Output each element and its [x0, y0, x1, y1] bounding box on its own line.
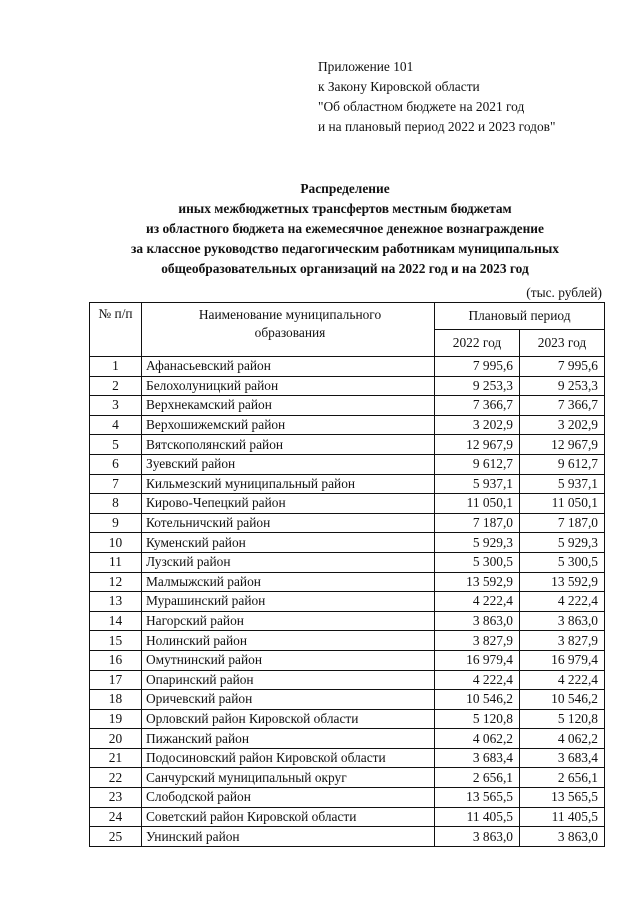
- municipality-name: Пижанский район: [142, 729, 435, 749]
- municipality-name: Слободской район: [142, 788, 435, 808]
- municipality-name: Оричевский район: [142, 690, 435, 710]
- table-row: [90, 611, 605, 631]
- municipality-name: Санчурский муниципальный округ: [142, 768, 435, 788]
- table-row: [90, 454, 605, 474]
- header-municipality-line1: Наименование муниципального: [198, 307, 382, 322]
- table-row: [90, 474, 605, 494]
- amount-2023: 5 929,3: [520, 533, 605, 553]
- appendix-line: к Закону Кировской области: [318, 79, 480, 94]
- table-row: [90, 513, 605, 533]
- amount-2022: 9 253,3: [435, 376, 520, 396]
- row-number: 25: [90, 827, 142, 847]
- row-number: 8: [90, 494, 142, 514]
- table-row: [90, 357, 605, 377]
- title-line: из областного бюджета на ежемесячное денежное вознаграждение: [146, 221, 544, 236]
- row-number: 22: [90, 768, 142, 788]
- amount-2023: 12 967,9: [520, 435, 605, 455]
- row-number: 10: [90, 533, 142, 553]
- amount-2022: 7 995,6: [435, 357, 520, 377]
- row-number: 7: [90, 474, 142, 494]
- municipality-name: Афанасьевский район: [142, 357, 435, 377]
- table-row: [90, 650, 605, 670]
- amount-2023: 7 366,7: [520, 396, 605, 416]
- table-row: [90, 788, 605, 808]
- municipality-name: Верхошижемский район: [142, 415, 435, 435]
- amount-2023: 11 050,1: [520, 494, 605, 514]
- municipality-name: Кирово-Чепецкий район: [142, 494, 435, 514]
- amount-2022: 3 863,0: [435, 827, 520, 847]
- amount-2022: 5 929,3: [435, 533, 520, 553]
- amount-2023: 3 863,0: [520, 611, 605, 631]
- amount-2022: 3 202,9: [435, 415, 520, 435]
- amount-2023: 2 656,1: [520, 768, 605, 788]
- municipality-name: Лузский район: [142, 552, 435, 572]
- row-number: 18: [90, 690, 142, 710]
- row-number: 13: [90, 592, 142, 612]
- appendix-line: Приложение 101: [318, 59, 414, 74]
- municipality-name: Белохолуницкий район: [142, 376, 435, 396]
- row-number: 23: [90, 788, 142, 808]
- row-number: 20: [90, 729, 142, 749]
- municipality-name: Зуевский район: [142, 454, 435, 474]
- row-number: 21: [90, 748, 142, 768]
- amount-2022: 3 827,9: [435, 631, 520, 651]
- row-number: 15: [90, 631, 142, 651]
- municipality-name: Унинский район: [142, 827, 435, 847]
- table-row: [90, 709, 605, 729]
- amount-2022: 5 937,1: [435, 474, 520, 494]
- amount-2023: 4 222,4: [520, 670, 605, 690]
- amount-2023: 4 062,2: [520, 729, 605, 749]
- amount-2023: 9 253,3: [520, 376, 605, 396]
- appendix-line: "Об областном бюджете на 2021 год: [318, 99, 525, 114]
- header-year-2023: 2023 год: [520, 330, 605, 357]
- amount-2022: 4 222,4: [435, 592, 520, 612]
- amount-2023: 3 202,9: [520, 415, 605, 435]
- table-row: [90, 729, 605, 749]
- appendix-reference: [318, 57, 555, 137]
- municipality-name: Верхнекамский район: [142, 396, 435, 416]
- row-number: 3: [90, 396, 142, 416]
- table-row: [90, 572, 605, 592]
- amount-2022: 12 967,9: [435, 435, 520, 455]
- amount-2022: 10 546,2: [435, 690, 520, 710]
- amount-2023: 3 863,0: [520, 827, 605, 847]
- row-number: 17: [90, 670, 142, 690]
- municipality-name: Куменский район: [142, 533, 435, 553]
- row-number: 14: [90, 611, 142, 631]
- amount-2023: 3 827,9: [520, 631, 605, 651]
- amount-2023: 9 612,7: [520, 454, 605, 474]
- table-row: [90, 748, 605, 768]
- municipality-name: Омутнинский район: [142, 650, 435, 670]
- table-row: [90, 396, 605, 416]
- table-row: [90, 415, 605, 435]
- table-row: [90, 592, 605, 612]
- amount-2022: 11 405,5: [435, 807, 520, 827]
- amount-2023: 16 979,4: [520, 650, 605, 670]
- municipality-name: Нолинский район: [142, 631, 435, 651]
- row-number: 1: [90, 357, 142, 377]
- amount-2023: 10 546,2: [520, 690, 605, 710]
- title-line: иных межбюджетных трансфертов местным бюджетам: [178, 201, 512, 216]
- municipality-name: Котельничский район: [142, 513, 435, 533]
- municipality-name: Малмыжский район: [142, 572, 435, 592]
- table-row: [90, 768, 605, 788]
- amount-2022: 7 366,7: [435, 396, 520, 416]
- title-line: за классное руководство педагогическим работникам муниципальных: [131, 241, 559, 256]
- table-row: [90, 827, 605, 847]
- amount-2022: 5 120,8: [435, 709, 520, 729]
- amount-2022: 5 300,5: [435, 552, 520, 572]
- table-row: [90, 533, 605, 553]
- amount-2022: 9 612,7: [435, 454, 520, 474]
- amount-2022: 3 863,0: [435, 611, 520, 631]
- row-number: 16: [90, 650, 142, 670]
- amount-2022: 7 187,0: [435, 513, 520, 533]
- header-municipality-line2: образования: [254, 325, 326, 340]
- municipality-name: Нагорский район: [142, 611, 435, 631]
- amount-2022: 4 062,2: [435, 729, 520, 749]
- amount-2023: 5 937,1: [520, 474, 605, 494]
- amount-2022: 13 592,9: [435, 572, 520, 592]
- table-row: [90, 631, 605, 651]
- amount-2023: 4 222,4: [520, 592, 605, 612]
- municipality-name: Подосиновский район Кировской области: [142, 748, 435, 768]
- appendix-line: и на плановый период 2022 и 2023 годов": [318, 119, 556, 134]
- row-number: 24: [90, 807, 142, 827]
- row-number: 4: [90, 415, 142, 435]
- row-number: 5: [90, 435, 142, 455]
- amount-2023: 7 187,0: [520, 513, 605, 533]
- amount-2022: 3 683,4: [435, 748, 520, 768]
- amount-2022: 11 050,1: [435, 494, 520, 514]
- amount-2023: 13 592,9: [520, 572, 605, 592]
- row-number: 12: [90, 572, 142, 592]
- document-title: [60, 179, 630, 279]
- header-planning-period: Плановый период: [435, 303, 605, 330]
- amount-2023: 5 120,8: [520, 709, 605, 729]
- table-row: [90, 494, 605, 514]
- header-year-2022: 2022 год: [435, 330, 520, 357]
- row-number: 6: [90, 454, 142, 474]
- amount-2023: 7 995,6: [520, 357, 605, 377]
- title-line: общеобразовательных организаций на 2022 год и на 2023 год: [161, 261, 529, 276]
- row-number: 9: [90, 513, 142, 533]
- table-row: [90, 552, 605, 572]
- units-label: (тыс. рублей): [526, 285, 602, 300]
- table-row: [90, 690, 605, 710]
- header-number: № п/п: [90, 303, 142, 357]
- row-number: 11: [90, 552, 142, 572]
- amount-2022: 16 979,4: [435, 650, 520, 670]
- amount-2023: 5 300,5: [520, 552, 605, 572]
- table-row: [90, 435, 605, 455]
- amount-2022: 4 222,4: [435, 670, 520, 690]
- title-line: Распределение: [300, 181, 390, 196]
- municipality-name: Советский район Кировской области: [142, 807, 435, 827]
- municipality-name: Опаринский район: [142, 670, 435, 690]
- row-number: 19: [90, 709, 142, 729]
- municipality-name: Вятскополянский район: [142, 435, 435, 455]
- amount-2023: 13 565,5: [520, 788, 605, 808]
- municipality-name: Орловский район Кировской области: [142, 709, 435, 729]
- header-municipality: [142, 303, 435, 357]
- row-number: 2: [90, 376, 142, 396]
- amount-2022: 2 656,1: [435, 768, 520, 788]
- table-row: [90, 807, 605, 827]
- table-row: [90, 376, 605, 396]
- amount-2023: 3 683,4: [520, 748, 605, 768]
- amount-2023: 11 405,5: [520, 807, 605, 827]
- table-row: [90, 670, 605, 690]
- transfers-table: [89, 302, 605, 847]
- municipality-name: Мурашинский район: [142, 592, 435, 612]
- municipality-name: Кильмезский муниципальный район: [142, 474, 435, 494]
- amount-2022: 13 565,5: [435, 788, 520, 808]
